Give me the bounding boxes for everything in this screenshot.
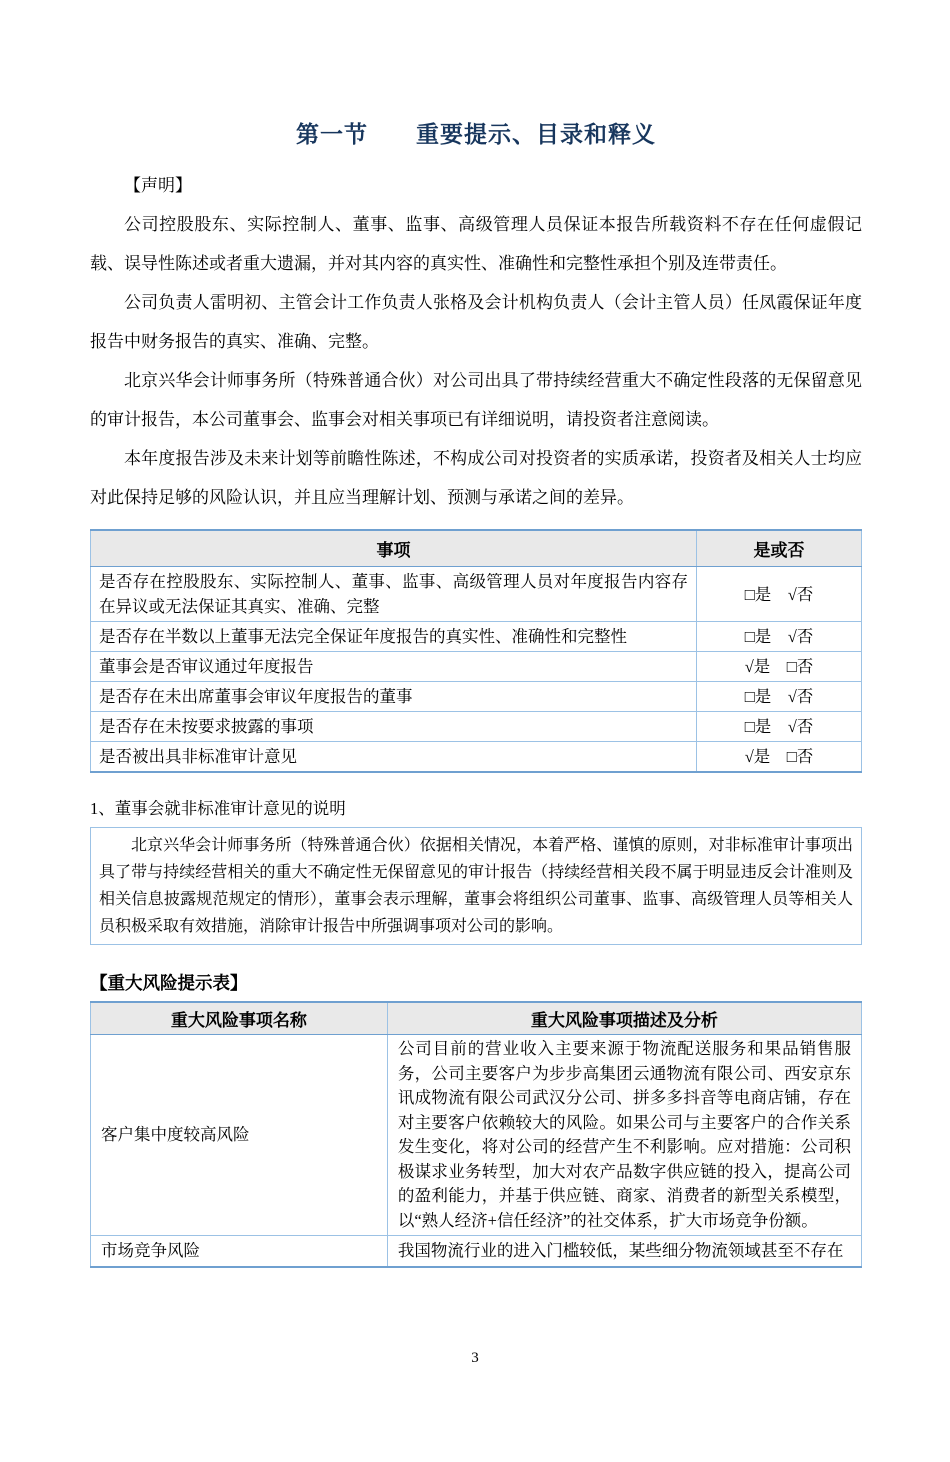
matter-answer: □是 √否 <box>697 567 862 622</box>
matter-answer: □是 √否 <box>697 682 862 712</box>
matter-answer: □是 √否 <box>697 712 862 742</box>
table-row <box>91 567 862 622</box>
table-row <box>91 1035 862 1236</box>
matters-yes-no-table <box>90 529 862 773</box>
major-risk-table-heading: 【重大风险提示表】 <box>90 973 248 993</box>
table-header-row <box>91 1002 862 1035</box>
matter-item: 是否存在未按要求披露的事项 <box>91 712 697 742</box>
matter-answer: √是 □否 <box>697 652 862 682</box>
declaration-paragraph: 本年度报告涉及未来计划等前瞻性陈述，不构成公司对投资者的实质承诺，投资者及相关人士均应对此保持足够的风险认识，并且应当理解计划、预测与承诺之间的差异。 <box>90 449 862 507</box>
risk-header-name: 重大风险事项名称 <box>91 1002 388 1035</box>
declaration-heading: 【声明】 <box>124 176 192 195</box>
table-row <box>91 682 862 712</box>
matter-item: 是否被出具非标准审计意见 <box>91 742 697 773</box>
table-row <box>91 712 862 742</box>
matter-item: 董事会是否审议通过年度报告 <box>91 652 697 682</box>
declaration-paragraph: 北京兴华会计师事务所（特殊普通合伙）对公司出具了带持续经营重大不确定性段落的无保留意见的审计报告，本公司董事会、监事会对相关事项已有详细说明，请投资者注意阅读。 <box>90 371 862 429</box>
risk-name: 客户集中度较高风险 <box>91 1035 388 1236</box>
table-row <box>91 622 862 652</box>
section-title: 第一节 重要提示、目录和释义 <box>296 122 656 147</box>
matter-answer: √是 □否 <box>697 742 862 773</box>
risk-name: 市场竞争风险 <box>91 1236 388 1268</box>
table-row <box>91 1236 862 1268</box>
table-header-row <box>91 530 862 567</box>
audit-opinion-note-heading: 1、董事会就非标准审计意见的说明 <box>90 799 346 818</box>
matter-answer: □是 √否 <box>697 622 862 652</box>
matters-header-answer: 是或否 <box>697 530 862 567</box>
table-row <box>91 742 862 773</box>
matter-item: 是否存在未出席董事会审议年度报告的董事 <box>91 682 697 712</box>
declaration-paragraph: 公司负责人雷明初、主管会计工作负责人张格及会计机构负责人（会计主管人员）任凤霞保证年度报告中财务报告的真实、准确、完整。 <box>90 293 862 351</box>
declaration-paragraph: 公司控股股东、实际控制人、董事、监事、高级管理人员保证本报告所载资料不存在任何虚假记载、误导性陈述或者重大遗漏，并对其内容的真实性、准确性和完整性承担个别及连带责任。 <box>90 215 862 273</box>
risk-header-description: 重大风险事项描述及分析 <box>387 1002 861 1035</box>
matter-item: 是否存在半数以上董事无法完全保证年度报告的真实性、准确性和完整性 <box>91 622 697 652</box>
matter-item: 是否存在控股股东、实际控制人、董事、监事、高级管理人员对年度报告内容存在异议或无法保证其真实、准确、完整 <box>91 567 697 622</box>
matters-header-item: 事项 <box>91 530 697 567</box>
page-number: 3 <box>471 1350 479 1366</box>
major-risk-table <box>90 1001 862 1268</box>
table-row <box>91 652 862 682</box>
audit-opinion-note-body: 北京兴华会计师事务所（特殊普通合伙）依据相关情况，本着严格、谨慎的原则，对非标准审计事项出具了带与持续经营相关的重大不确定性无保留意见的审计报告（持续经营相关段不属于明显违反会计准则及相关信息披露规范规定的情形），董事会表示理解，董事会将组织公司董事、监事、高级管理人员等相关人员积极采取有效措施，消除审计报告中所强调事项对公司的影响。 <box>90 827 862 945</box>
risk-description: 我国物流行业的进入门槛较低，某些细分物流领域甚至不存在 <box>387 1236 861 1268</box>
document-page <box>0 118 950 1462</box>
risk-description: 公司目前的营业收入主要来源于物流配送服务和果品销售服务，公司主要客户为步步高集团云通物流有限公司、西安京东讯成物流有限公司武汉分公司、拼多多抖音等电商店铺，存在对主要客户依赖较大的风险。如果公司与主要客户的合作关系发生变化，将对公司的经营产生不利影响。应对措施：公司积极谋求业务转型，加大对农产品数字供应链的投入，提高公司的盈利能力，并基于供应链、商家、消费者的新型关系模型，以“熟人经济+信任经济”的社交体系，扩大市场竞争份额。 <box>387 1035 861 1236</box>
